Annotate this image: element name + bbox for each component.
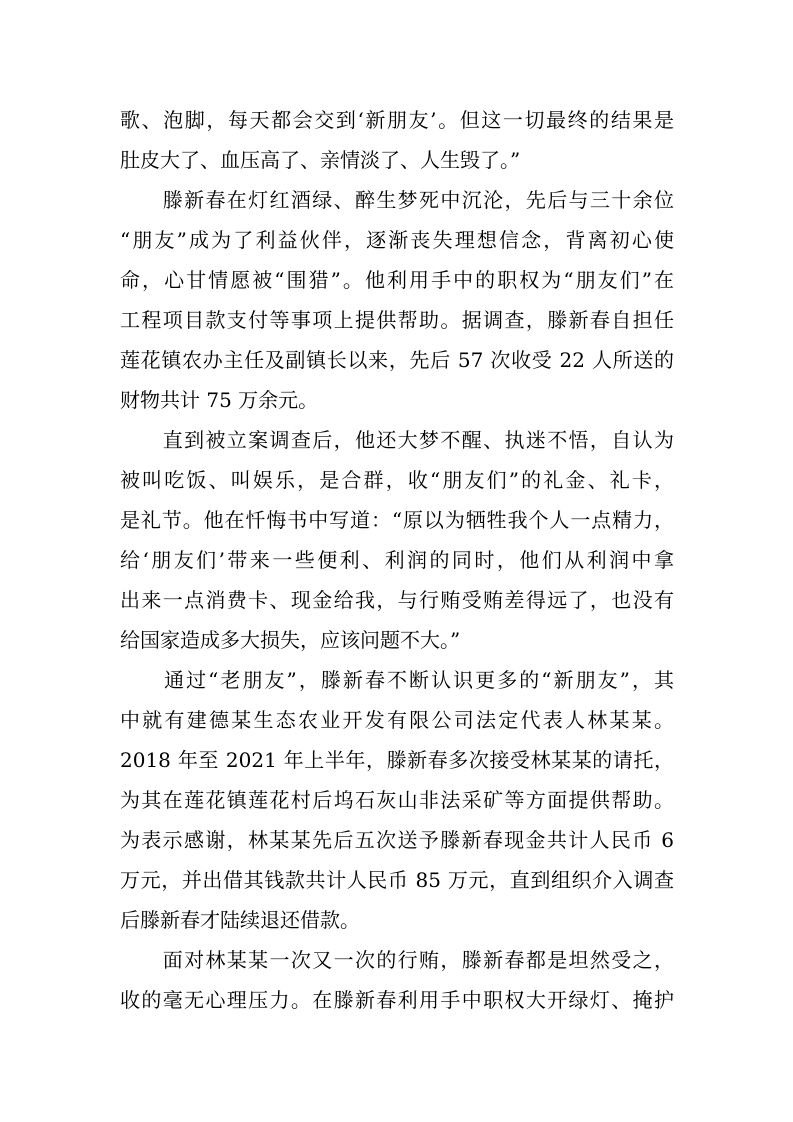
text-line: 2018 年至 2021 年上半年，滕新春多次接受林某某的请托，	[120, 748, 674, 772]
text-line: 万元，并出借其钱款共计人民币 85 万元，直到组织介入调查	[120, 868, 674, 892]
text-line: 滕新春在灯红酒绿、醉生梦死中沉沦，先后与三十余位	[120, 188, 674, 212]
text-block	[120, 100, 674, 1020]
text-line: “朋友”成为了利益伙伴，逐渐丧失理想信念，背离初心使	[120, 228, 674, 252]
text-line: 财物共计 75 万余元。	[120, 388, 319, 412]
text-line: 给国家造成多大损失，应该问题不大。”	[120, 628, 461, 652]
text-line: 被叫吃饭、叫娱乐，是合群，收“朋友们”的礼金、礼卡，	[120, 468, 674, 492]
text-line: 给‘朋友们’带来一些便利、利润的同时，他们从利润中拿	[120, 548, 674, 572]
text-line: 是礼节。他在忏悔书中写道：“原以为牺牲我个人一点精力，	[120, 508, 674, 532]
text-line: 歌、泡脚，每天都会交到‘新朋友’。但这一切最终的结果是	[120, 108, 674, 132]
text-line: 后滕新春才陆续退还借款。	[120, 908, 360, 932]
text-line: 肚皮大了、血压高了、亲情淡了、人生毁了。”	[120, 148, 521, 172]
text-line: 工程项目款支付等事项上提供帮助。据调查，滕新春自担任	[120, 308, 674, 332]
text-line: 出来一点消费卡、现金给我，与行贿受贿差得远了，也没有	[120, 588, 674, 612]
text-line: 面对林某某一次又一次的行贿，滕新春都是坦然受之，	[120, 948, 674, 972]
text-line: 为表示感谢，林某某先后五次送予滕新春现金共计人民币 6	[120, 828, 674, 852]
text-line: 为其在莲花镇莲花村后坞石灰山非法采矿等方面提供帮助。	[120, 788, 674, 812]
text-line: 直到被立案调查后，他还大梦不醒、执迷不悟，自认为	[120, 428, 674, 452]
text-line: 命，心甘情愿被“围猎”。他利用手中的职权为“朋友们”在	[120, 268, 674, 292]
text-line: 通过“老朋友”，滕新春不断认识更多的“新朋友”，其	[120, 668, 674, 692]
text-line: 中就有建德某生态农业开发有限公司法定代表人林某某。	[120, 708, 674, 732]
text-line: 收的毫无心理压力。在滕新春利用手中职权大开绿灯、掩护	[120, 988, 674, 1012]
text-line: 莲花镇农办主任及副镇长以来，先后 57 次收受 22 人所送的	[120, 348, 674, 372]
